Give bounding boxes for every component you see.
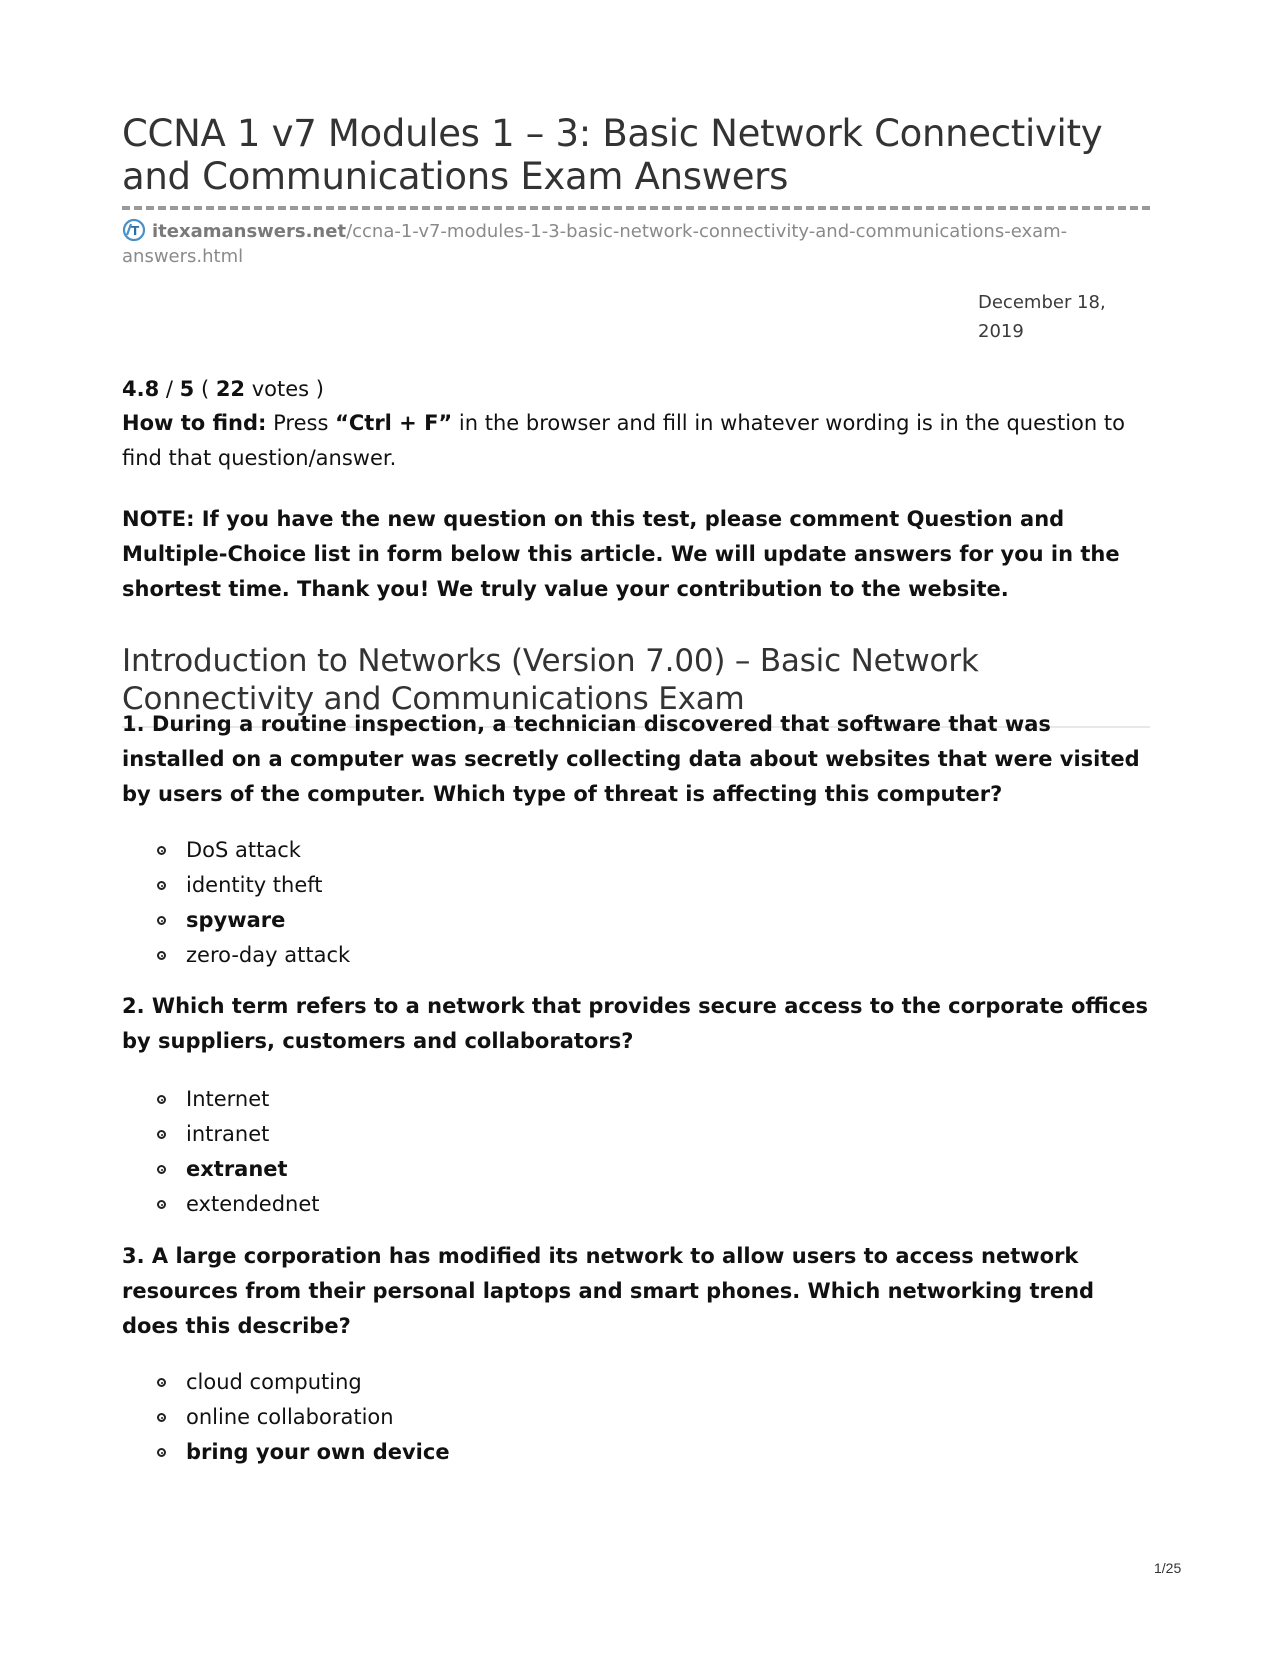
rating-votes: 22 [215, 377, 246, 401]
how-to-find-pre: Press [266, 411, 336, 435]
how-to-find-label: How to find: [122, 411, 267, 435]
correct-answer-option: spyware [186, 903, 350, 938]
answer-option: zero-day attack [186, 938, 350, 973]
bullet-icon [157, 951, 166, 960]
bullet-icon [157, 1095, 166, 1104]
question-1-answers [186, 833, 350, 973]
source-domain[interactable]: itexamanswers.net [152, 221, 347, 242]
page-title: CCNA 1 v7 Modules 1 – 3: Basic Network Connectivity and Communications Exam Answers [122, 112, 1103, 198]
answer-option: DoS attack [186, 833, 350, 868]
site-logo-icon [122, 218, 146, 242]
rating-score: 4.8 [122, 377, 160, 401]
title-divider [122, 206, 1150, 210]
bullet-icon [157, 916, 166, 925]
rating-separator: / [159, 377, 180, 401]
publish-date: December 18, 2019 [978, 292, 1106, 342]
question-3: 3. A large corporation has modified its network to allow users to access network resources from their personal laptops and smart phones. Which networking trend does this describe? [122, 1244, 1095, 1338]
bullet-icon [157, 846, 166, 855]
svg-text:T: T [131, 224, 140, 238]
source-path[interactable]: /ccna-1-v7-modules-1-3-basic-network-connectivity-and-communications-exam-answers.html [122, 221, 1068, 267]
bullet-icon [157, 1165, 166, 1174]
question-2-answers [186, 1082, 320, 1222]
bullet-icon [157, 1448, 166, 1457]
note-paragraph: NOTE: If you have the new question on this test, please comment Question and Multiple-Choice list in form below this article. We will update answers for you in the shortest time. Thank you! We truly value your contribution to the website. [122, 507, 1120, 601]
answer-option: cloud computing [186, 1365, 450, 1400]
section-heading: Introduction to Networks (Version 7.00) – Basic Network Connectivity and Communications Exam [122, 642, 1150, 728]
question-1: 1. During a routine inspection, a technician discovered that software that was installed on a computer was secretly collecting data about websites that were visited by users of the computer. Which type of threat is affecting this computer? [122, 712, 1140, 806]
how-to-find-keys: “Ctrl + F” [335, 411, 453, 435]
how-to-find-post: in the browser and fill in whatever wording is in the question to find that question/answer. [122, 411, 1125, 470]
rating-max: 5 [179, 377, 195, 401]
answer-option: Internet [186, 1082, 320, 1117]
correct-answer-option: bring your own device [186, 1435, 450, 1470]
bullet-icon [157, 1413, 166, 1422]
answer-option: intranet [186, 1117, 320, 1152]
source-url[interactable] [122, 218, 1150, 269]
answer-option: identity theft [186, 868, 350, 903]
rating [122, 372, 324, 407]
rating-votes-suffix: votes ) [245, 377, 324, 401]
bullet-icon [157, 1130, 166, 1139]
answer-option: online collaboration [186, 1400, 450, 1435]
bullet-icon [157, 1378, 166, 1387]
answer-option: extendednet [186, 1187, 320, 1222]
correct-answer-option: extranet [186, 1152, 320, 1187]
question-2: 2. Which term refers to a network that provides secure access to the corporate offices by suppliers, customers and collaborators? [122, 994, 1148, 1053]
bullet-icon [157, 1200, 166, 1209]
how-to-find [122, 406, 1150, 476]
question-3-answers [186, 1365, 450, 1470]
rating-open: ( [194, 377, 216, 401]
page-number: 1/25 [1154, 1560, 1182, 1576]
bullet-icon [157, 881, 166, 890]
document-page [122, 112, 1150, 1464]
